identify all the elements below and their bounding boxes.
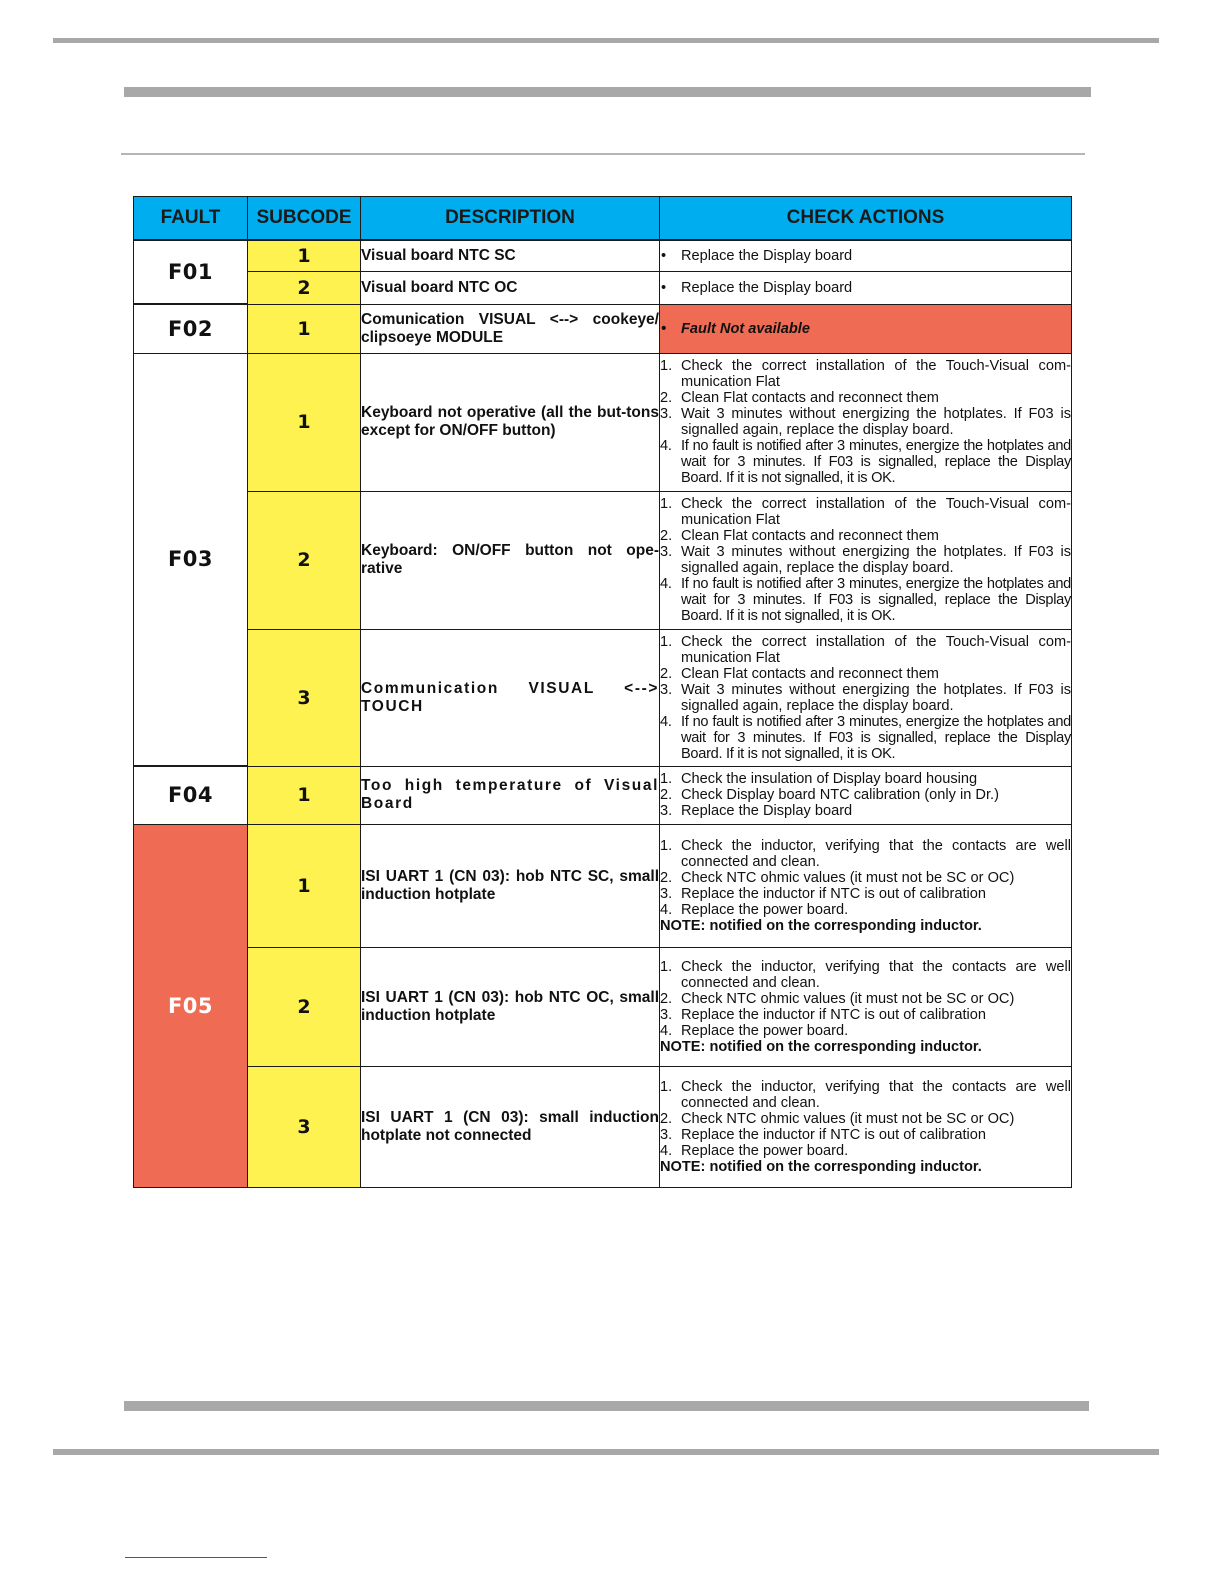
subcode-column-header: SUBCODE — [248, 197, 361, 241]
action-item: 1. Check the insulation of Display board housing — [660, 771, 978, 787]
check-actions — [660, 766, 1072, 824]
action-item: 1. Check the inductor, verifying that the contacts are well connected and clean. — [660, 958, 1071, 991]
subcode: 2 — [248, 947, 361, 1066]
action-item: 2. Clean Flat contacts and reconnect them — [660, 390, 939, 406]
description: Visual board NTC OC — [361, 271, 660, 304]
table-row — [134, 491, 1072, 629]
fault-code: F02 — [134, 304, 248, 353]
table-header-row — [134, 197, 1072, 241]
description: Comunication VISUAL <--> cookeye/ clipsoeye MODULE — [361, 304, 660, 353]
action-item: • Replace the Display board — [660, 248, 1071, 264]
fault-code: F01 — [134, 240, 248, 304]
note: NOTE: notified on the corresponding inductor. — [660, 1038, 982, 1055]
check-actions — [660, 1066, 1072, 1187]
description: Communication VISUAL <--> TOUCH — [361, 629, 660, 766]
fault-column-header: FAULT — [134, 197, 248, 241]
check-actions — [660, 271, 1072, 304]
description: Too high temperature of Visual Board — [361, 766, 660, 824]
action-item: 1. Check the correct installation of the Touch-Visual com-munication Flat — [660, 496, 1071, 528]
action-item: 4. Replace the power board. — [660, 1142, 849, 1159]
action-item: 3. Replace the Display board — [660, 803, 853, 819]
check-actions — [660, 629, 1072, 766]
fault-code: F03 — [134, 353, 248, 766]
action-item: 2. Check NTC ohmic values (it must not be SC or OC) — [660, 869, 1015, 886]
description: ISI UART 1 (CN 03): small induction hotplate not connected — [361, 1066, 660, 1187]
check-actions — [660, 824, 1072, 947]
table-row — [134, 766, 1072, 824]
fault-table — [133, 196, 1072, 1188]
action-item: 4. Replace the power board. — [660, 901, 849, 918]
note: NOTE: notified on the corresponding inductor. — [660, 1158, 982, 1175]
description: Keyboard: ON/OFF button not ope-rative — [361, 491, 660, 629]
description-column-header: DESCRIPTION — [361, 197, 660, 241]
footer-link-underline — [125, 1557, 267, 1558]
action-item: 1. Check the correct installation of the Touch-Visual com-munication Flat — [660, 358, 1071, 390]
action-item: 2. Clean Flat contacts and reconnect them — [660, 665, 939, 682]
check-actions — [660, 947, 1072, 1066]
subcode: 1 — [248, 766, 361, 824]
check-actions-column-header: CHECK ACTIONS — [660, 197, 1072, 241]
action-item: 2. Check NTC ohmic values (it must not be SC or OC) — [660, 990, 1015, 1007]
check-actions — [660, 491, 1072, 629]
subcode: 1 — [248, 824, 361, 947]
header-band — [124, 87, 1091, 97]
action-item: 3. Replace the inductor if NTC is out of calibration — [660, 1006, 986, 1023]
header-divider — [121, 153, 1085, 155]
action-item: 3. Replace the inductor if NTC is out of calibration — [660, 885, 986, 902]
fault-not-available: • Fault Not available — [660, 321, 1071, 337]
action-item: 4. If no fault is notified after 3 minutes, energize the hotplates and wait for 3 minutes. If F03 is signalled, replace the Display Board. If it is not signalled, it is OK. — [660, 713, 1071, 762]
fault-code: F04 — [134, 766, 248, 824]
top-rule — [53, 38, 1159, 43]
action-item: 3. Wait 3 minutes without energizing the hotplates. If F03 is signalled again, replace the display board. — [660, 681, 1071, 714]
action-item: • Replace the Display board — [660, 280, 1071, 296]
subcode: 3 — [248, 1066, 361, 1187]
action-item: 3. Replace the inductor if NTC is out of calibration — [660, 1126, 986, 1143]
subcode: 1 — [248, 353, 361, 491]
check-actions — [660, 240, 1072, 271]
table-row — [134, 353, 1072, 491]
check-actions — [660, 353, 1072, 491]
action-item: 2. Check NTC ohmic values (it must not be SC or OC) — [660, 1110, 1015, 1127]
action-item: 1. Check the correct installation of the Touch-Visual com-munication Flat — [660, 633, 1071, 666]
table-row — [134, 629, 1072, 766]
table-row — [134, 271, 1072, 304]
action-item: 4. If no fault is notified after 3 minutes, energize the hotplates and wait for 3 minutes. If F03 is signalled, replace the Display Board. If it is not signalled, it is OK. — [660, 438, 1071, 486]
description: ISI UART 1 (CN 03): hob NTC OC, small induction hotplate — [361, 947, 660, 1066]
fault-code: F05 — [134, 824, 248, 1187]
check-actions — [660, 304, 1072, 353]
table-row — [134, 240, 1072, 271]
description: Visual board NTC SC — [361, 240, 660, 271]
subcode: 3 — [248, 629, 361, 766]
action-item: 1. Check the inductor, verifying that the contacts are well connected and clean. — [660, 837, 1071, 870]
description: Keyboard not operative (all the but-tons except for ON/OFF button) — [361, 353, 660, 491]
table-row — [134, 304, 1072, 353]
action-item: 4. If no fault is notified after 3 minutes, energize the hotplates and wait for 3 minutes. If F03 is signalled, replace the Display Board. If it is not signalled, it is OK. — [660, 576, 1071, 624]
table-row — [134, 947, 1072, 1066]
action-item: 3. Wait 3 minutes without energizing the hotplates. If F03 is signalled again, replace the display board. — [660, 406, 1071, 438]
subcode: 2 — [248, 491, 361, 629]
table-row — [134, 824, 1072, 947]
subcode: 2 — [248, 271, 361, 304]
table-row — [134, 1066, 1072, 1187]
description: ISI UART 1 (CN 03): hob NTC SC, small induction hotplate — [361, 824, 660, 947]
action-item: 2. Clean Flat contacts and reconnect them — [660, 528, 939, 544]
footer-band — [124, 1401, 1089, 1411]
bottom-rule — [53, 1449, 1159, 1455]
note: NOTE: notified on the corresponding inductor. — [660, 917, 982, 934]
action-item: 1. Check the inductor, verifying that the contacts are well connected and clean. — [660, 1078, 1071, 1111]
action-item: 3. Wait 3 minutes without energizing the hotplates. If F03 is signalled again, replace the display board. — [660, 544, 1071, 576]
subcode: 1 — [248, 304, 361, 353]
action-item: 4. Replace the power board. — [660, 1022, 849, 1039]
action-item: 2. Check Display board NTC calibration (only in Dr.) — [660, 787, 999, 803]
subcode: 1 — [248, 240, 361, 271]
